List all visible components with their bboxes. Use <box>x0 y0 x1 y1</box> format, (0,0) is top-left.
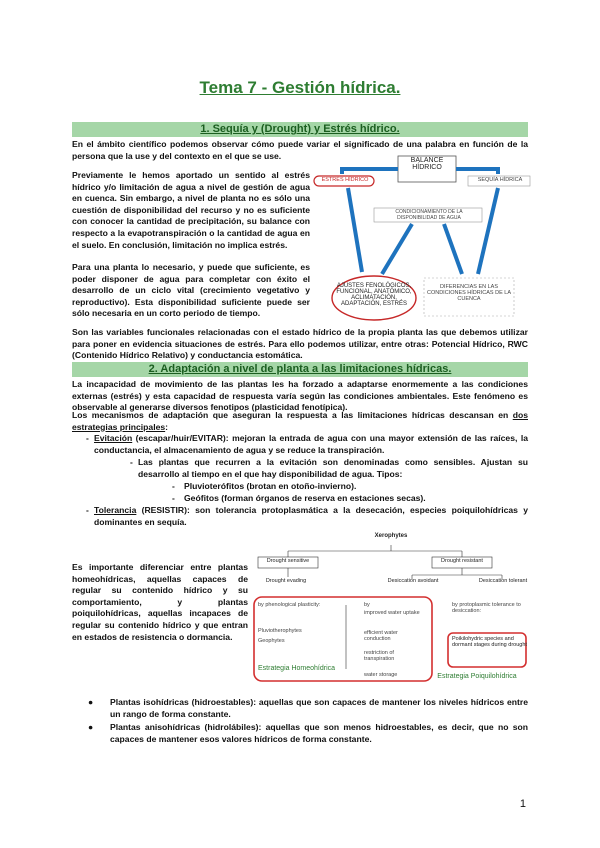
arrow-left <box>342 169 398 174</box>
stress-label: ESTRÉS HÍDRICO <box>321 177 369 183</box>
geo-text: Geófitos (forman órganos de reserva en estaciones secas). <box>184 493 426 503</box>
pluvio-diagram-label: Pluviotherophytes <box>258 628 302 634</box>
pluvio-item <box>172 481 528 493</box>
tolerance-text: (RESISTIR): son tolerancia protoplasmática a la desecación, especies poiquilohídricas y dominantes en sequía. <box>94 505 528 527</box>
s2-paragraph-3: Es importante diferenciar entre plantas homeohídricas, aquellas capaces de regular su contenido hídrico y su comportamiento, y plantas poiquilohídricas, aquellas incapaces de regular su contenido hídrico y que entran en estados de resistencia o dormancia. <box>72 562 248 642</box>
arrow-right <box>456 169 498 174</box>
bullet-isohydric <box>88 697 528 720</box>
xerophytes-label: Xerophytes <box>374 533 408 539</box>
evitation-text: (escapar/huir/EVITAR): mejoran la entrada de agua con una mayor extensión de las raíces, la conductancia, el almacenamiento de agua y se reduce la transpiración. <box>94 433 528 455</box>
middle-label: CONDICIONAMIENTO DE LA DISPONIBILIDAD DE AGUA <box>395 209 463 221</box>
pluvio-text: Pluvioterófitos (brotan en otoño-invierno). <box>184 481 357 491</box>
tolerance-item <box>86 505 528 528</box>
evitation-sub <box>130 457 528 480</box>
s1-paragraph-2: Previamente le hemos aportado un sentido al estrés hídrico y/o limitación de agua a nivel de gestión de agua en cuenca. Sin embargo, a nivel de planta no es sólo una cuestión de disponibilidad del recurso y no es suficiente con conocer la cantidad de precipitación, su balance con respecto a la evapotranspiración o la cantidad de agua en el suelo. En conclusión, limitación no implica estrés. <box>72 170 310 250</box>
s1-paragraph-1: En el ámbito científico podemos observar cómo puede variar el significado de una palabra en función de la persona que la use y del contexto en el que se use. <box>72 139 528 161</box>
arrow-mid-left <box>382 224 412 274</box>
s2-paragraph-2 <box>72 410 528 433</box>
page-title: Tema 7 - Gestión hídrica. <box>199 78 401 97</box>
poik-strategy-label: Estrategia Poiquilohídrica <box>437 673 517 680</box>
section-heading-2: 2. Adaptación a nivel de planta a las limitaciones hídricas. <box>72 362 528 377</box>
balance-label: BALANCE HÍDRICO <box>410 157 444 171</box>
sensitive-label: Drought sensitive <box>266 558 310 564</box>
adjustments-label: AJUSTES FENOLÓGICOS, FUNCIONAL, ANATÓMICO, ACLIMATACIÓN, ADAPTACIÓN, ESTRÉS <box>336 283 412 307</box>
s2-p2-text-a: Los mecanismos de adaptación que aseguran la respuesta a las limitaciones hídricas descansan en <box>72 410 513 420</box>
resistant-label: Drought resistant <box>441 558 483 564</box>
dash-icon: - <box>172 481 175 491</box>
bullet-anisohydric <box>88 722 528 745</box>
dash-icon: - <box>130 457 133 467</box>
by-label: by <box>364 602 370 608</box>
tolerant-label: Desiccation tolerant <box>478 578 528 584</box>
isohydric-text: Plantas isohídricas (hidroestables): aquellas que son capaces de mantener los niveles hídricos entre un rango de forma constante. <box>110 697 528 719</box>
arrow-down-left <box>348 188 362 272</box>
tolerance-term: Tolerancia <box>94 505 137 515</box>
evitation-sub-text: Las plantas que recurren a la evitación son denominadas como sensibles. Ajustan su desarrollo al tiempo en el que hay disponibilidad de agua. Tipos: <box>138 457 528 479</box>
bullet-icon: ● <box>88 697 94 707</box>
homeo-strategy-label: Estrategia Homeohídrica <box>258 665 336 672</box>
avoidant-label: Desiccation avoidant <box>387 578 439 584</box>
evading-label: Drought evading <box>265 578 307 584</box>
section-heading-1: 1. Sequía y (Drought) y Estrés hídrico. <box>72 122 528 137</box>
pheno-label: by phenological plasticity: <box>258 602 321 608</box>
proto-label: by protoplasmic tolerance to desiccation: <box>452 602 521 614</box>
bullet-icon: ● <box>88 722 94 732</box>
arrow-down-right <box>478 188 498 274</box>
basin-label: DIFERENCIAS EN LAS CONDICIONES HÍDRICAS DE LA CUENCA <box>426 284 512 302</box>
geo-diagram-label: Geophytes <box>258 638 285 644</box>
page-number: 1 <box>519 798 526 810</box>
poik-label: Poikilohydric species and dormant stages during drought <box>452 636 527 648</box>
conduct-label: efficient water conduction <box>364 630 398 642</box>
dash-icon: - <box>86 433 89 443</box>
s1-paragraph-4: Son las variables funcionales relacionadas con el estado hídrico de la propia planta las que debemos utilizar para poner en evidencia situaciones de estrés. Para ello podemos utilizar, entre otras: Potencial Hídrico, RWC (Contenido Hídrico Relativo) y conductancia estomática. <box>72 327 528 361</box>
dash-icon: - <box>172 493 175 503</box>
uptake-label: improved water uptake <box>364 610 420 616</box>
storage-label: water storage <box>364 672 398 678</box>
s1-paragraph-3: Para una planta lo necesario, y puede que suficiente, es poder disponer de agua para completar con éxito el desarrollo de un ciclo vital (crecimiento vegetativo y reproductivo). Esta disponibilidad suficiente puede ser sólo necesaria en un corto periodo de tiempo. <box>72 262 310 319</box>
s2-p2-underlined: dos estrategias principales <box>72 410 528 432</box>
evitation-item <box>86 433 528 456</box>
geo-item <box>172 493 528 505</box>
drought-label: SEQUÍA HÍDRICA <box>477 177 523 183</box>
arrow-mid-right <box>444 224 462 274</box>
s2-p2-text-c: : <box>165 421 169 432</box>
restrict-label: restriction of transpiration <box>364 650 395 662</box>
dash-icon: - <box>86 505 89 515</box>
anisohydric-text: Plantas anisohídricas (hidrolábiles): aquellas que son menos hidroestables, es decir, que no son capaces de mantener esos valores hídricos de forma constante. <box>110 722 528 744</box>
evitation-term: Evitación <box>94 433 133 443</box>
s2-paragraph-1: La incapacidad de movimiento de las plantas les ha forzado a adaptarse enormemente a las condiciones externas (estrés) y esta capacidad de respuesta varía según las condiciones ambientales. Este fenómeno es observable al generarse diversos fenotipos (plasticidad fenotípica). <box>72 379 528 413</box>
